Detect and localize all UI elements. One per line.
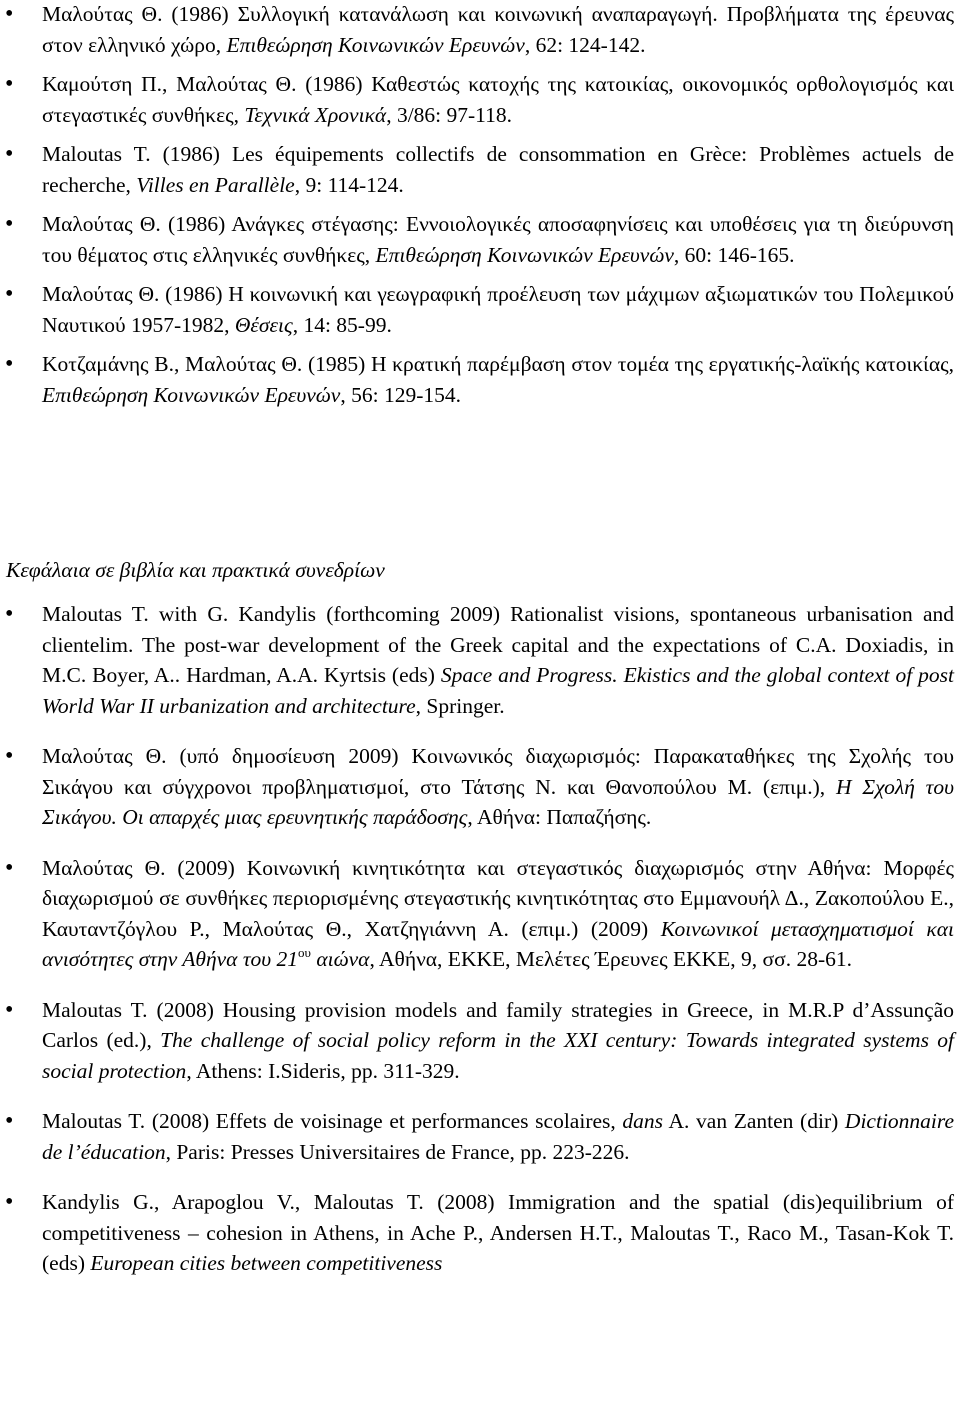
- reference-item: • Maloutas T. with G. Kandylis (forthcoming 2009) Rationalist visions, spontaneous urbanisation and clientelim. The post-war development of the Greek capital and the expectations of C.A. Doxiadis, in M.C. Boyer, A.. Hardman, A.A. Kyrtsis (eds) Space and Progress. Ekistics and the global context of post World War II urbanization and architecture, Springer.: [0, 599, 960, 721]
- reference-item: • Μαλούτας Θ. (1986) Συλλογική κατανάλωση και κοινωνική αναπαραγωγή. Προβλήματα της έρευνας στον ελληνικό χώρο, Επιθεώρηση Κοινωνικών Ερευνών, 62: 124-142.: [0, 0, 960, 60]
- reference-item: • Maloutas T. (2008) Effets de voisinage et performances scolaires, dans A. van Zanten (dir) Dictionnaire de l’éducation, Paris: Presses Universitaires de France, pp. 223-226.: [0, 1106, 960, 1167]
- reference-item: • Καμούτση Π., Μαλούτας Θ. (1986) Καθεστώς κατοχής της κατοικίας, οικονομικός ορθολογισμός και στεγαστικές συνθήκες, Τεχνικά Χρονικά, 3/86: 97-118.: [0, 69, 960, 130]
- reference-item: • Κοτζαμάνης Β., Μαλούτας Θ. (1985) Η κρατική παρέμβαση στον τομέα της εργατικής-λαϊκής κατοικίας, Επιθεώρηση Κοινωνικών Ερευνών, 56: 129-154.: [0, 349, 960, 410]
- reference-list-articles: [0, 0, 960, 419]
- reference-item: • Μαλούτας Θ. (υπό δημοσίευση 2009) Κοινωνικός διαχωρισμός: Παρακαταθήκες της Σχολής του Σικάγου και σύγχρονοι προβληματισμοί, στο Τάτσης Ν. και Θανοπούλου Μ. (επιμ.), Η Σχολή του Σικάγου. Οι απαρχές μιας ερευνητικής παράδοσης, Αθήνα: Παπαζήσης.: [0, 741, 960, 833]
- reference-item: • Μαλούτας Θ. (1986) Η κοινωνική και γεωγραφική προέλευση των μάχιμων αξιωματικών του Πολεμικού Ναυτικού 1957-1982, Θέσεις, 14: 85-99.: [0, 279, 960, 340]
- reference-list-chapters: [0, 599, 960, 1299]
- superscript: ου: [298, 945, 311, 960]
- reference-item: • Kandylis G., Arapoglou V., Maloutas T. (2008) Immigration and the spatial (dis)equilibrium of competitiveness – cohesion in Athens, in Ache P., Andersen H.T., Maloutas T., Raco M., Tasan-Kok T. (eds) European cities between competitiveness: [0, 1187, 960, 1279]
- reference-item: • Μαλούτας Θ. (1986) Ανάγκες στέγασης: Εννοιολογικές αποσαφηνίσεις και υποθέσεις για τη διεύρυνση του θέματος στις ελληνικές συνθήκες, Επιθεώρηση Κοινωνικών Ερευνών, 60: 146-165.: [0, 209, 960, 270]
- reference-item: • Maloutas T. (1986) Les équipements collectifs de consommation en Grèce: Problèmes actuels de recherche, Villes en Parallèle, 9: 114-124.: [0, 139, 960, 200]
- reference-item: • Maloutas T. (2008) Housing provision models and family strategies in Greece, in M.R.P d’Assunção Carlos (ed.), The challenge of social policy reform in the XXI century: Towards integrated systems of social protection, Athens: I.Sideris, pp. 311-329.: [0, 995, 960, 1087]
- reference-item: • Μαλούτας Θ. (2009) Κοινωνική κινητικότητα και στεγαστικός διαχωρισμός στην Αθήνα: Μορφές διαχωρισμού σε συνθήκες περιορισμένης στεγαστικής κινητικότητας στο Εμμανουήλ Δ., Ζακοπούλου Ε., Καυταντζόγλου Ρ., Μαλούτας Θ., Χατζηγιάννη Α. (επιμ.) (2009) Κοινωνικοί μετασχηματισμοί και ανισότητες στην Αθήνα του $21^{o\upsilon}$ αιώνα, Αθήνα, ΕΚΚΕ, Μελέτες Έρευνες ΕΚΚΕ, 9, σσ. 28-61.: [0, 853, 960, 975]
- section-heading: Κεφάλαια σε βιβλία και πρακτικά συνεδρίων: [6, 558, 385, 582]
